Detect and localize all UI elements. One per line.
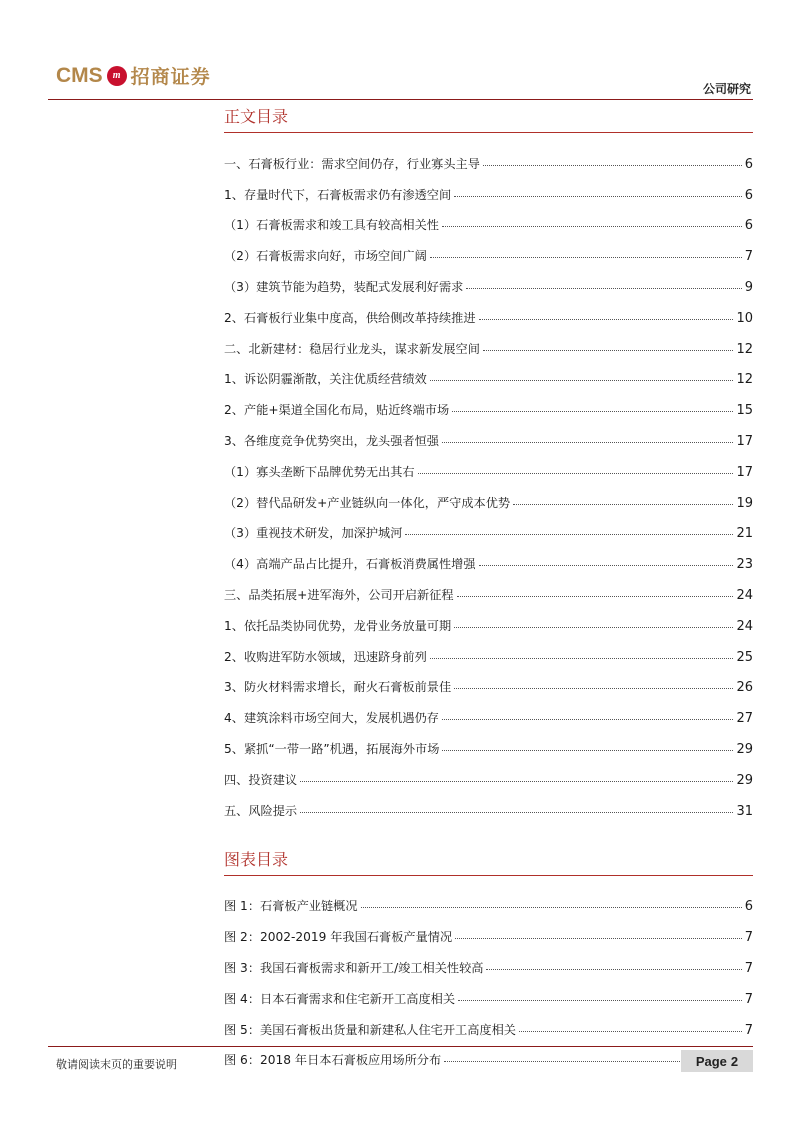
toc-entry-page-number[interactable]: 6	[744, 187, 753, 203]
toc-entry[interactable]	[224, 541, 753, 572]
toc-entry-page-number[interactable]: 21	[736, 526, 753, 542]
figure-entry-title[interactable]: 图 2：2002-2019 年我国石膏板产量情况	[224, 930, 453, 945]
figure-index-title: 图表目录	[224, 849, 289, 869]
page-label: Page	[695, 1053, 727, 1069]
figure-entry-title[interactable]: 图 6：2018 年日本石膏板应用场所分布	[224, 1053, 442, 1068]
disclaimer-note: 敬请阅读末页的重要说明	[56, 1058, 177, 1071]
toc-entry-title[interactable]: 二、北新建材：稳居行业龙头，谋求新发展空间	[224, 341, 480, 356]
toc-entry-title[interactable]: 1、依托品类协同优势，龙骨业务放量可期	[224, 618, 452, 633]
toc-entry-page-number[interactable]: 15	[736, 403, 753, 419]
dot-leader	[483, 164, 742, 166]
toc-entry-page-number[interactable]: 27	[736, 711, 753, 727]
logo-text: CMS	[56, 63, 103, 87]
dot-leader	[300, 780, 733, 782]
toc-entry-page-number[interactable]: 6	[744, 218, 753, 234]
dot-leader	[418, 472, 734, 474]
toc-entry-page-number[interactable]: 19	[736, 495, 753, 511]
dot-leader	[430, 379, 734, 381]
cms-logo	[56, 62, 211, 89]
toc-entry[interactable]	[224, 511, 753, 542]
dot-leader	[454, 687, 733, 689]
toc-entry-title[interactable]: 2、产能+渠道全国化布局，贴近终端市场	[224, 403, 450, 418]
dot-leader	[466, 287, 741, 289]
toc-entry[interactable]	[224, 233, 753, 264]
header-divider	[48, 99, 753, 100]
toc-entry-title[interactable]: 2、收购进军防水领域，迅速跻身前列	[224, 649, 427, 664]
dot-leader	[430, 657, 734, 659]
dot-leader	[452, 410, 733, 412]
figure-entry-page-number[interactable]: 7	[744, 960, 753, 976]
toc-entry-page-number[interactable]: 24	[736, 618, 753, 634]
dot-leader	[479, 318, 734, 320]
toc-entry-page-number[interactable]: 31	[736, 803, 753, 819]
toc-entry[interactable]	[224, 357, 753, 388]
toc-title: 正文目录	[224, 107, 289, 126]
figure-title-underline	[224, 875, 753, 876]
toc-entry-page-number[interactable]: 12	[736, 341, 753, 357]
toc-entry[interactable]	[224, 788, 753, 819]
dot-leader	[519, 1030, 742, 1032]
toc-entry-title[interactable]: 5、紧抓“一带一路”机遇，拓展海外市场	[224, 741, 440, 756]
dot-leader	[442, 749, 733, 751]
logo-chinese-name: 招商证券	[130, 66, 211, 88]
figure-entry-title[interactable]: 图 4：日本石膏需求和住宅新开工高度相关	[224, 991, 456, 1006]
figure-entry-page-number[interactable]: 7	[744, 991, 753, 1007]
toc-entry-title[interactable]: 3、防火材料需求增长，耐火石膏板前景佳	[224, 680, 452, 695]
toc-entry-title[interactable]: （1）寡头垄断下品牌优势无出其右	[224, 464, 415, 479]
toc-entry-title[interactable]: （2）替代品研发+产业链纵向一体化，严守成本优势	[224, 495, 511, 510]
page-number: 2	[730, 1053, 739, 1069]
toc-entry[interactable]	[224, 726, 753, 757]
dot-leader	[300, 811, 733, 813]
toc-entry[interactable]	[224, 326, 753, 357]
toc-entry-title[interactable]: 4、建筑涂料市场空间大，发展机遇仍存	[224, 711, 439, 726]
figure-entry[interactable]	[224, 1007, 753, 1038]
toc-entry-page-number[interactable]: 29	[736, 741, 753, 757]
figure-entry-title[interactable]: 图 5：美国石膏板出货量和新建私人住宅开工高度相关	[224, 1022, 516, 1037]
dot-leader	[457, 595, 734, 597]
figure-entry-page-number[interactable]: 6	[744, 899, 753, 915]
dot-leader	[454, 626, 733, 628]
toc-entry[interactable]	[224, 387, 753, 418]
figure-entry-page-number[interactable]: 7	[744, 930, 753, 946]
toc-entry-title[interactable]: 三、品类拓展+进军海外，公司开启新征程	[224, 587, 454, 602]
page-header	[48, 58, 753, 100]
toc-entry-page-number[interactable]: 25	[736, 649, 753, 665]
toc-entry[interactable]	[224, 418, 753, 449]
page-footer	[48, 1046, 753, 1076]
toc-entry-title[interactable]: 五、风险提示	[224, 803, 298, 818]
toc-entry-page-number[interactable]: 6	[744, 156, 753, 172]
toc-entry[interactable]	[224, 295, 753, 326]
toc-title-underline	[224, 132, 753, 133]
figure-index	[224, 845, 753, 1069]
toc-entry-title[interactable]: 3、各维度竞争优势突出，龙头强者恒强	[224, 433, 439, 448]
toc-entry[interactable]	[224, 264, 753, 295]
toc-entry[interactable]	[224, 172, 753, 203]
toc-entry[interactable]	[224, 203, 753, 234]
toc-entry[interactable]	[224, 695, 753, 726]
dot-leader	[361, 906, 742, 908]
toc-entry-title[interactable]: 一、石膏板行业：需求空间仍存，行业寡头主导	[224, 156, 480, 171]
toc-entry-title[interactable]: （3）建筑节能为趋势，装配式发展利好需求	[224, 279, 464, 294]
dot-leader	[455, 937, 742, 939]
dot-leader	[486, 968, 741, 970]
dot-leader	[454, 195, 742, 197]
dot-leader	[442, 441, 734, 443]
toc-entry-page-number[interactable]: 12	[736, 372, 753, 388]
report-type-label: 公司研究	[702, 82, 751, 96]
figure-entry[interactable]	[224, 976, 753, 1007]
figure-entry-page-number[interactable]: 7	[744, 1022, 753, 1038]
toc-entry-page-number[interactable]: 26	[736, 680, 753, 696]
toc-list	[224, 141, 753, 819]
toc-entry[interactable]	[224, 757, 753, 788]
figure-list	[224, 884, 753, 1069]
dot-leader	[513, 503, 733, 505]
dot-leader	[405, 533, 733, 535]
toc-entry[interactable]	[224, 634, 753, 665]
toc-entry-title[interactable]: 1、存量时代下，石膏板需求仍有渗透空间	[224, 187, 452, 202]
page-number-box	[681, 1050, 753, 1072]
dot-leader	[430, 256, 742, 258]
toc-entry[interactable]	[224, 141, 753, 172]
toc-entry-page-number[interactable]: 17	[736, 433, 753, 449]
main-content	[224, 102, 753, 1068]
toc-entry[interactable]	[224, 572, 753, 603]
toc-entry-title[interactable]: 四、投资建议	[224, 772, 298, 787]
toc-entry-title[interactable]: （3）重视技术研发，加深护城河	[224, 526, 403, 541]
toc-entry[interactable]	[224, 449, 753, 480]
figure-entry-title[interactable]: 图 1：石膏板产业链概况	[224, 899, 358, 914]
dot-leader	[479, 564, 734, 566]
toc-entry-title[interactable]: 1、诉讼阴霾渐散，关注优质经营绩效	[224, 372, 427, 387]
toc-entry-page-number[interactable]: 9	[744, 279, 753, 295]
toc-entry-page-number[interactable]: 23	[736, 557, 753, 573]
dot-leader	[442, 225, 742, 227]
toc-entry-page-number[interactable]: 10	[736, 310, 753, 326]
logo-badge-icon: m	[107, 66, 127, 86]
figure-entry[interactable]	[224, 884, 753, 915]
toc-entry-page-number[interactable]: 24	[736, 587, 753, 603]
dot-leader	[458, 999, 742, 1001]
toc-entry-page-number[interactable]: 29	[736, 772, 753, 788]
toc-entry[interactable]	[224, 603, 753, 634]
footer-divider	[48, 1046, 753, 1047]
toc-entry-page-number[interactable]: 7	[744, 249, 753, 265]
toc-entry-title[interactable]: （4）高端产品占比提升，石膏板消费属性增强	[224, 557, 476, 572]
toc-entry[interactable]	[224, 480, 753, 511]
dot-leader	[483, 349, 734, 351]
figure-entry-title[interactable]: 图 3：我国石膏板需求和新开工/竣工相关性较高	[224, 960, 484, 975]
figure-entry[interactable]	[224, 914, 753, 945]
toc-entry-title[interactable]: 2、石膏板行业集中度高，供给侧改革持续推进	[224, 310, 476, 325]
dot-leader	[442, 718, 734, 720]
toc-entry-page-number[interactable]: 17	[736, 464, 753, 480]
toc-entry-title[interactable]: （2）石膏板需求向好，市场空间广阔	[224, 249, 427, 264]
toc-entry[interactable]	[224, 665, 753, 696]
figure-entry[interactable]	[224, 945, 753, 976]
toc-entry-title[interactable]: （1）石膏板需求和竣工具有较高相关性	[224, 218, 439, 233]
